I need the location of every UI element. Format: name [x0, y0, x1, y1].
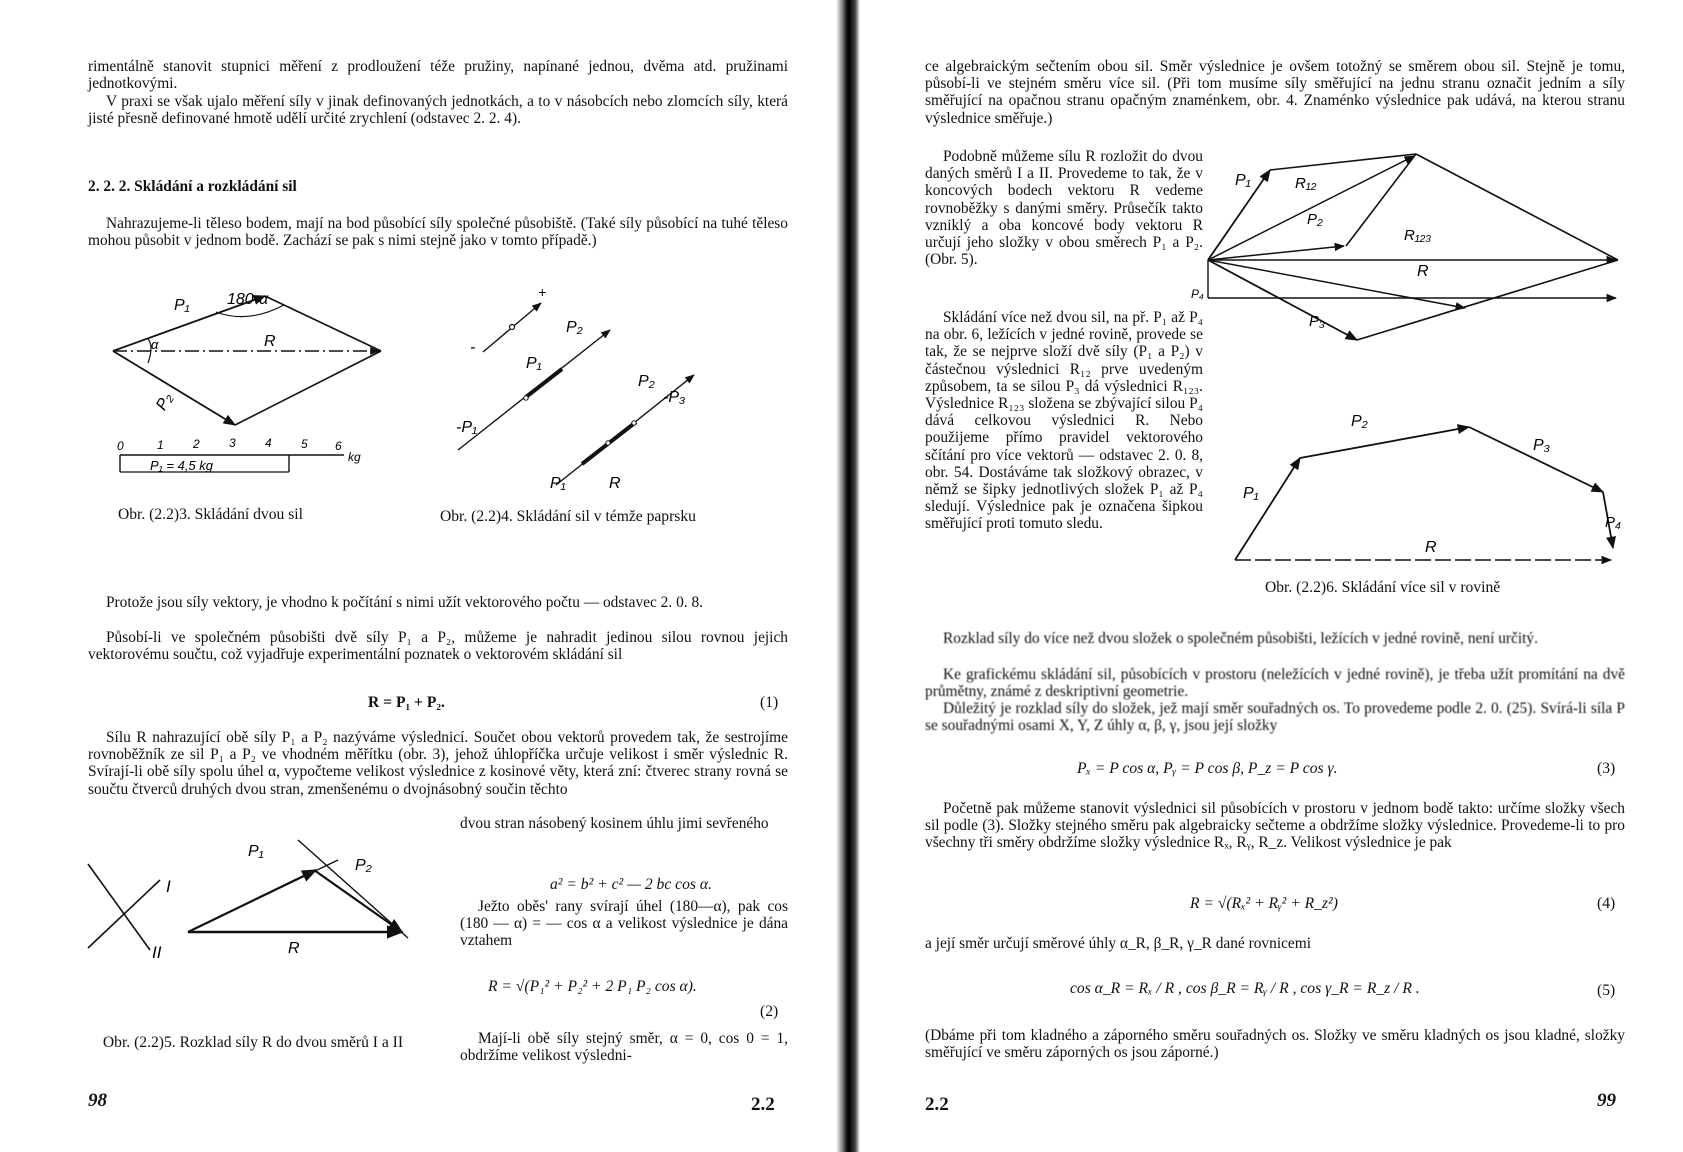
page-number-left: 98 [88, 1090, 107, 1111]
fig4-label-p1: P₁ [526, 355, 542, 372]
fig3-label-p1: P₁ [174, 297, 190, 314]
figure-6-force-polygon [1203, 410, 1623, 570]
fig3-scale-note: P₁ = 4,5 kg [150, 458, 214, 473]
equation-5-number: (5) [1597, 982, 1616, 999]
fig5-label-r: R [288, 940, 300, 957]
figure-6-caption: Obr. (2.2)6. Skládání více sil v rovině [1265, 579, 1501, 596]
left-page [88, 0, 788, 1152]
fig3-scale-ticks [117, 436, 342, 453]
figure-3-parallelogram [108, 280, 418, 495]
fig5-direction-ii [88, 864, 150, 950]
right-paragraph-9: (Dbáme při tom kladného a záporného směru souřadných os. Složky ve směru kladných os jsou kladné, složky směřující ve směru záporných os jsou záporné.) [925, 1027, 1625, 1062]
scale-tick-4: 4 [265, 436, 272, 450]
fig4-label-neg-p1: -P₁ [456, 419, 478, 436]
fig3-label-alpha: α [151, 337, 159, 352]
fig5-direction-i [88, 880, 160, 948]
scale-tick-6: 6 [335, 439, 342, 453]
right-paragraph-6: Důležitý je rozklad síly do složek, jež mají směr souřadných os. To provedeme podle 2. 0. (25). Svírá-li síla P se souřadnými osami X, Y, Z úhly α, β, γ, jsou její složky [925, 700, 1625, 735]
scale-tick-1: 1 [157, 438, 164, 452]
equation-4: R = √(Rₓ² + Rᵧ² + R_z²) [1190, 895, 1338, 912]
fig6-label-r: R [1425, 539, 1437, 556]
fig6-label-p1: P₁ [1243, 485, 1259, 502]
left-paragraph-6: Sílu R nahrazující obě síly P₁ a P₂ nazýváme výslednicí. Součet obou vektorů provedem tak, že sestrojíme rovnoběžník ze sil P₁ a P₂ ve vhodném měřítku (obr. 3), jehož úhlopříčka určuje velikost i směr výslednic R. Svírají-li obě síly spolu úhel α, vypočteme velikost výslednice z kosinové věty, která zní: čtverec strany rovná se součtu čtverců druhých dvou stran, zmenšenému o dvojnásobný součin těchto [88, 729, 788, 798]
scale-tick-0: 0 [117, 439, 124, 453]
equation-2: R = √(P₁² + P₂² + 2 P₁ P₂ cos α). [488, 978, 697, 995]
fig4-label-p1b: P₁ [550, 475, 566, 492]
fig5-vector-p2 [314, 870, 402, 932]
figure-3-caption: Obr. (2.2)3. Skládání dvou sil [118, 506, 303, 523]
fig4-label-plus: + [538, 284, 547, 300]
figure-4-collinear-forces [458, 280, 758, 500]
fig6-label-p4: P₄ [1605, 514, 1622, 531]
fig6-label-p2: P₂ [1351, 413, 1368, 430]
equation-2-number: (2) [760, 1003, 779, 1020]
right-paragraph-8: a její směr určují směrové úhly α_R, β_R, γ_R dané rovnicemi [925, 935, 1312, 952]
figtop-label-r123: R₁₂₃ [1404, 227, 1432, 244]
figtop-label-p2: P₂ [1307, 211, 1323, 228]
figtop-label-r12: R₁₂ [1295, 175, 1317, 192]
figtop-p2 [1208, 246, 1344, 260]
fig4-label-p2b: P₂ [638, 373, 655, 390]
fig3-label-p2: P₂ [153, 390, 177, 414]
left-paragraph-2: V praxi se však ujalo měření síly v jinak definovaných jednotkách, a to v násobcích nebo zlomcích síly, která jisté přesně definované hmotě udělí určité zrychlení (odstavec 2. 2. 4). [88, 93, 788, 128]
right-paragraph-2: Podobně můžeme sílu R rozložit do dvou daných směrů I a II. Provedeme to tak, že v koncových bodech vektoru R vedeme rovnoběžky s danými směry. Průsečík takto vzniklý a oba koncové body vektoru R určují jeho složky v obou směrech P₁ a P₂. (Obr. 5). [925, 148, 1203, 269]
fig3-scale-unit: kg [348, 450, 361, 464]
left-paragraph-3: Nahrazujeme-li těleso bodem, mají na bod působící síly společné působiště. (Také síly působící na tuhé těleso mohou působit v jednom bodě. Zachází se pak s nimi stejně jako v tomto případě.) [88, 215, 788, 250]
equation-3: Pₓ = P cos α, Pᵧ = P cos β, P_z = P cos γ. [1077, 760, 1338, 777]
figtop-label-p4: P₄ [1191, 287, 1204, 301]
figure-5-caption: Obr. (2.2)5. Rozklad síly R do dvou směrů I a II [102, 1034, 404, 1051]
right-paragraph-7: Početně pak můžeme stanovit výslednici sil působících v prostoru v jednom bodě takto: určíme složky všech sil podle (3). Složky stejného směru pak algebraicky sečteme a obdržíme složky výslednice. Provedeme-li to pro všechny tři směry obdržíme složky výslednice Rₓ, Rᵧ, R_z. Velikost výslednice je pak [925, 800, 1625, 852]
page-number-right: 99 [1597, 1090, 1616, 1111]
left-paragraph-7: Ježto oběs' rany svírají úhel (180—α), pak cos (180 — α) = — cos α a velikost výslednice je dána vztahem [460, 898, 788, 950]
fig4-label-p2: P₂ [566, 319, 583, 336]
equation-3-number: (3) [1597, 760, 1616, 777]
figure-5-decomposition [88, 840, 433, 1010]
figtop-label-p1: P₁ [1235, 172, 1251, 189]
scale-tick-3: 3 [229, 436, 236, 450]
fig5-label-p1: P₁ [248, 843, 264, 860]
fig3-side-2 [235, 351, 381, 425]
right-paragraph-3: Skládání více než dvou sil, na př. P₁ až P₄ na obr. 6, ležících v jedné rovině, provede se tak, že se nejprve složí dvě síly (P₁ a P₂) v částečnou výslednici R₁₂ prve uvedeným způsobem, ta se silou P₃ dá výslednici R₁₂₃. Výslednice R₁₂₃ složena se zbývající silou P₄ dává celkovou výslednici R. Nebo použijeme přímo pravidel vektorového sčítání pro více vektorů — odstavec 2. 0. 8, obr. 54. Dostáváme tak složkový obrazec, v němž se šipky jednotlivých složek P₁ až P₄ sledují. Výslednice pak je označena šipkou směřující proti tomuto sledu. [925, 309, 1203, 533]
fig5-label-i: I [166, 877, 171, 896]
scale-tick-2: 2 [193, 437, 200, 451]
left-paragraph-6b: dvou stran násobený kosinem úhlu jimi sevřeného [460, 815, 769, 832]
left-paragraph-5: Působí-li ve společném působišti dvě síly P₁ a P₂, můžeme je nahradit jedinou silou rovnou jejich vektorovému součtu, což vyjadřuje experimentální poznatek o vektorovém skládání sil [88, 629, 788, 664]
section-heading: 2. 2. 2. Skládání a rozkládání sil [88, 178, 297, 195]
fig5-vector-p1 [188, 870, 316, 932]
figtop-label-p3: P₃ [1309, 313, 1325, 330]
fig3-vector-p2 [113, 351, 235, 425]
book-gutter [836, 0, 860, 1152]
figure-force-polygon-construction [1191, 150, 1623, 365]
left-paragraph-4: Protože jsou síly vektory, je vhodno k počítání s nimi užít vektorového počtu — odstavec 2. 0. 8. [106, 594, 704, 611]
figure-4-caption: Obr. (2.2)4. Skládání sil v témže paprsku [440, 508, 696, 525]
fig5-label-p2: P₂ [355, 857, 372, 874]
figtop-p3 [1208, 260, 1357, 340]
fig6-label-p3: P₃ [1533, 437, 1551, 454]
equation-5: cos α_R = Rₓ / R , cos β_R = Rᵧ / R , cos γ_R = R_z / R . [1070, 980, 1420, 997]
right-paragraph-1: ce algebraickým sečtením obou sil. Směr výslednice je ovšem totožný se směrem obou sil. Stejně je tomu, působí-li ve stejném směru více sil. (Při tom musíme síly směřující na jednu stranu označit jedním a síly směřující na opačnou stranu opačným znaménkem, obr. 4. Znaménko výslednice pak udává, na kterou stranu výslednice směřuje.) [925, 58, 1625, 127]
section-marker-left: 2.2 [751, 1094, 775, 1115]
fig4-label-r: R [609, 475, 621, 492]
equation-4-number: (4) [1597, 895, 1616, 912]
scale-tick-5: 5 [301, 437, 308, 451]
fig3-label-r: R [264, 333, 276, 350]
fig3-side-1 [265, 296, 381, 351]
section-marker-right: 2.2 [925, 1094, 949, 1115]
right-paragraph-4: Rozklad síly do více než dvou složek o společném působišti, ležících v jedné rovině, není určitý. [943, 630, 1538, 647]
fig5-label-ii: II [152, 943, 162, 962]
right-page [925, 0, 1625, 1152]
fig4-label-neg-p3: -P₃ [663, 389, 686, 406]
equation-1: R = P₁ + P₂. [368, 694, 445, 711]
fig4-label-minus: - [470, 339, 476, 356]
right-paragraph-5: Ke grafickému skládání sil, působících v prostoru (neležících v jedné rovině), je třeba užít promítání na dvě průmětny, známé z deskriptivní geometrie. [925, 666, 1625, 701]
figtop-label-r: R [1417, 263, 1429, 280]
fig6-vector-p2 [1300, 427, 1469, 458]
equation-1-number: (1) [760, 694, 779, 711]
equation-cosine-law: a² = b² + c² — 2 bc cos α. [550, 876, 712, 893]
left-paragraph-1: rimentálně stanovit stupnici měření z prodloužení téže pružiny, napínané jednou, dvěma atd. pružinami jednotkovými. [88, 58, 788, 93]
left-paragraph-8: Mají-li obě síly stejný směr, α = 0, cos 0 = 1, obdržíme velikost výsledni- [460, 1030, 788, 1065]
fig3-label-angle: 180-α [227, 291, 269, 308]
fig6-vector-p1 [1235, 458, 1300, 560]
